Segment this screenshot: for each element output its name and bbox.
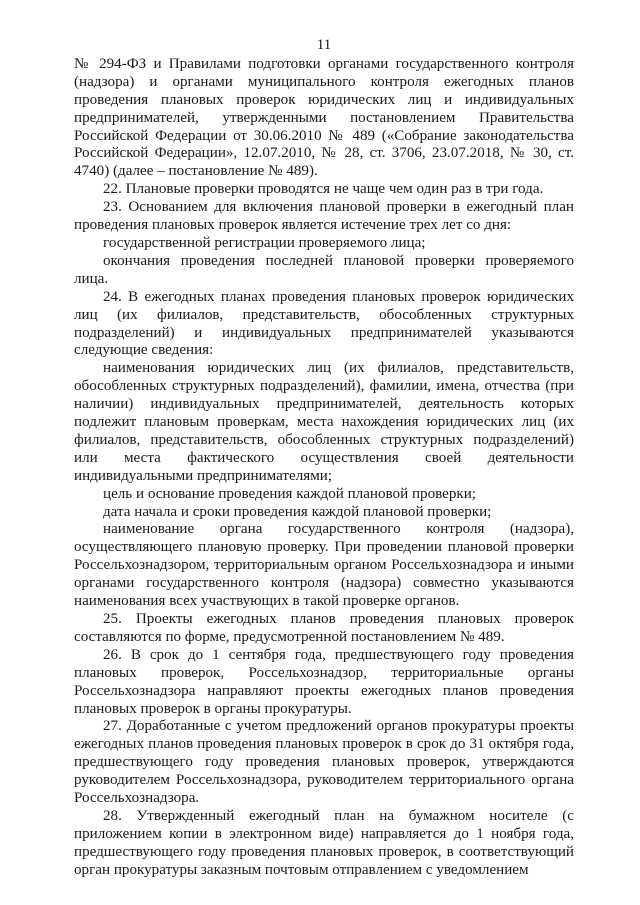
paragraph-26: 26. В срок до 1 сентября года, предшествующего году проведения плановых проверок, Россельхознадзор, территориальные органы Россельхознадзора направляют проекты ежегодных планов проведения плановых проверок в органы прокуратуры.	[74, 646, 574, 717]
paragraph-28: 28. Утвержденный ежегодный план на бумажном носителе (с приложением копии в электронном виде) направляется до 1 ноября года, предшествующего году проведения плановых проверок, в соответствующий орган прокуратуры заказным почтовым отправлением с уведомлением	[74, 807, 574, 878]
paragraph-22: 22. Плановые проверки проводятся не чаще чем один раз в три года.	[103, 181, 544, 198]
paragraph-24-item-2: цель и основание проведения каждой плановой проверки;	[103, 485, 477, 502]
paragraph-23-item-1: государственной регистрации проверяемого лица;	[103, 234, 426, 251]
paragraph-27: 27. Доработанные с учетом предложений органов прокуратуры проекты ежегодных планов проведения плановых проверок в срок до 31 октября года, предшествующего году проведения плановых проверок, утверждаются руководителем Россельхознадзора, руководителем территориального органа Россельхознадзора.	[74, 718, 574, 807]
paragraph-23-item-2: окончания проведения последней плановой проверки проверяемого лица.	[74, 252, 574, 287]
paragraph-23: 23. Основанием для включения плановой проверки в ежегодный план проведения плановых проверок является истечение трех лет со дня:	[74, 199, 574, 234]
paragraph-continuation: № 294-ФЗ и Правилами подготовки органами государственного контроля (надзора) и органами муниципального контроля ежегодных планов проведения плановых проверок юридических лиц и индивидуальных предпринимателей, утвержденными постановлением Правительства Российской Федерации от 30.06.2010 № 489 («Собрание законодательства Российской Федерации», 12.07.2010, № 28, ст. 3706, 23.07.2018, № 30, ст. 4740) (далее – постановление № 489).	[74, 55, 574, 180]
paragraph-24-item-3: дата начала и сроки проведения каждой плановой проверки;	[103, 503, 492, 520]
paragraph-24-item-1: наименования юридических лиц (их филиалов, представительств, обособленных структурных подразделений), фамилии, имена, отчества (при наличии) индивидуальных предпринимателей, деятельность которых подлежит плановым проверкам, места нахождения юридических лиц (их филиалов, представительств, обособленных структурных подразделений) или места фактического осуществления своей деятельности индивидуальными предпринимателями;	[74, 360, 574, 484]
page-number: 11	[316, 37, 332, 53]
paragraph-24-item-4: наименование органа государственного контроля (надзора), осуществляющего плановую проверку. При проведении плановой проверки Россельхознадзором, территориальным органом Россельхознадзора и иными органами государственного контроля (надзора) совместно указываются наименования всех участвующих в такой проверке органов.	[74, 521, 574, 610]
paragraph-25: 25. Проекты ежегодных планов проведения плановых проверок составляются по форме, предусмотренной постановлением № 489.	[74, 611, 574, 645]
document-page	[74, 37, 574, 880]
paragraph-24: 24. В ежегодных планах проведения плановых проверок юридических лиц (их филиалов, представительств, обособленных структурных подразделений) и индивидуальных предпринимателей указываются следующие сведения:	[74, 288, 574, 359]
